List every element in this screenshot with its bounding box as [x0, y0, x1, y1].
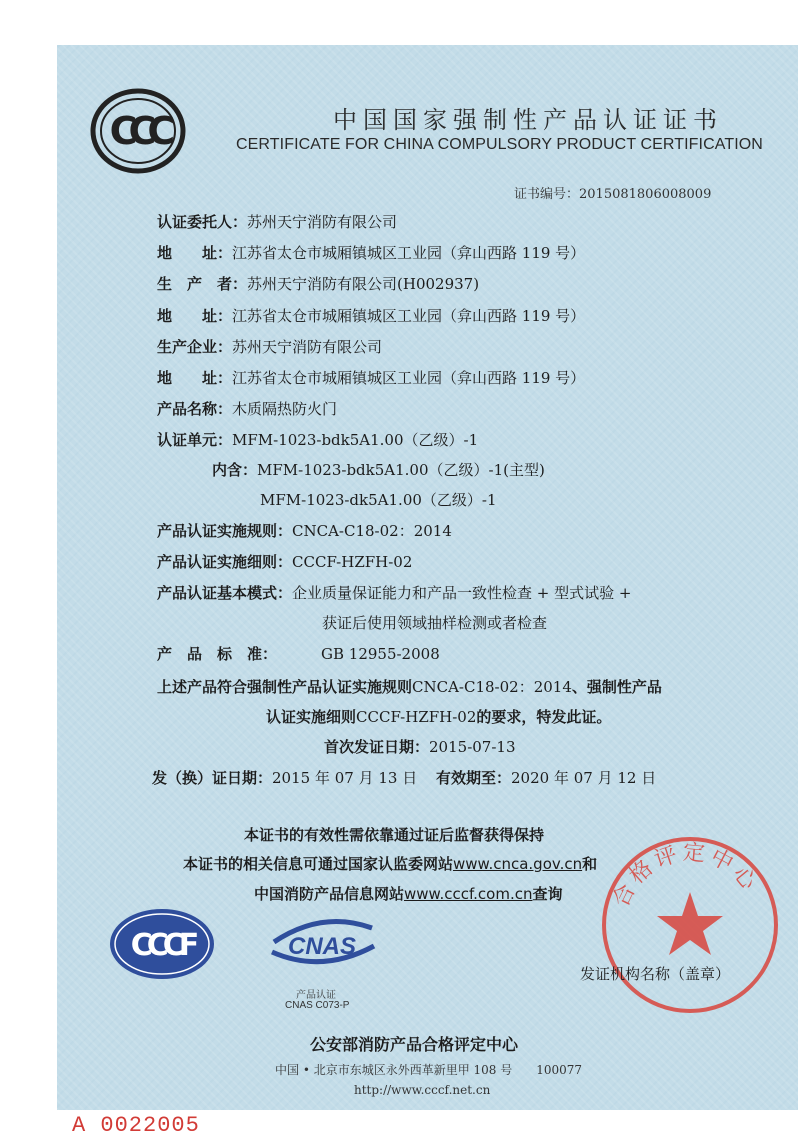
standard-label: 产 品 标 准： — [157, 645, 278, 663]
product-name-value: 木质隔热防火门 — [232, 400, 338, 418]
address-value: 江苏省太仓市城厢镇城区工业园（弇山西路 119 号） — [232, 369, 586, 387]
cert-unit-label: 认证单元： — [157, 431, 233, 449]
rule-value: CNCA-C18-02：2014 — [292, 522, 452, 540]
mode-value-2: 获证后使用领域抽样检测或者检查 — [322, 614, 548, 632]
client-label: 认证委托人： — [157, 213, 248, 231]
notice-3a: 中国消防产品信息网站 — [254, 885, 405, 903]
first-issue-row — [324, 736, 516, 757]
cccf-link[interactable]: www.cccf.com.cn — [404, 885, 533, 903]
seal-ring-text: 合格评定中心 — [608, 840, 764, 911]
issue-date-row — [152, 767, 656, 788]
standard-value: GB 12955-2008 — [321, 645, 440, 663]
notice-line-2 — [183, 853, 597, 874]
issuer-address: 中国 • 北京市东城区永外西革新里甲 108 号 100077 — [275, 1063, 583, 1077]
issuer-website[interactable]: http://www.cccf.net.cn — [354, 1083, 491, 1097]
address-value: 江苏省太仓市城厢镇城区工业园（弇山西路 119 号） — [232, 307, 586, 325]
address-label: 地 址： — [157, 307, 233, 325]
address-label: 地 址： — [157, 369, 233, 387]
conformity-line-2 — [266, 706, 611, 727]
producer-label: 生 产 者： — [157, 275, 248, 293]
detail-value: CCCF-HZFH-02 — [292, 553, 413, 571]
conformity-1c: 、强制性产品 — [571, 678, 662, 696]
red-seal-stamp — [595, 830, 785, 1020]
client-value: 苏州天宁消防有限公司 — [247, 213, 398, 231]
notice-2b: 和 — [582, 855, 598, 873]
valid-until-value: 2020 年 07 月 12 日 — [511, 769, 657, 787]
ccc-logo-text: CCC — [109, 109, 167, 153]
detail-label: 产品认证实施细则： — [157, 553, 293, 571]
address-row-1 — [157, 242, 585, 263]
address-label: 地 址： — [157, 244, 233, 262]
rule-label: 产品认证实施规则： — [157, 522, 293, 540]
cert-unit-value: MFM-1023-bdk5A1.00（乙级）-1 — [232, 431, 479, 449]
serial-number: A 0022005 — [72, 1113, 200, 1138]
issuer-note: 发证机构名称（盖章） — [580, 965, 731, 983]
ccc-logo — [90, 83, 186, 179]
mode-label: 产品认证基本模式： — [157, 584, 293, 602]
contains-label: 内含： — [212, 461, 258, 479]
cccf-logo — [108, 907, 216, 981]
detail-row — [157, 551, 412, 572]
notice-line-1: 本证书的有效性需依靠通过证后监督获得保持 — [244, 826, 545, 844]
contains-row-1 — [212, 459, 545, 480]
conformity-2b: CCCF-HZFH-02 — [356, 708, 477, 726]
producer-row — [157, 273, 479, 294]
conformity-2c: 的要求，特发此证。 — [476, 708, 612, 726]
issue-date-value: 2015 年 07 月 13 日 — [272, 769, 418, 787]
cnas-caption-2: CNAS C073-P — [285, 1000, 350, 1011]
cnas-caption-1: 产品认证 — [296, 990, 336, 1001]
mode-row-1 — [157, 582, 631, 603]
valid-until-label: 有效期至： — [436, 769, 512, 787]
cert-unit-row — [157, 429, 478, 450]
address-row-3 — [157, 367, 585, 388]
cccf-logo-text: CCCF — [130, 928, 194, 963]
contains-value-1: MFM-1023-bdk5A1.00（乙级）-1(主型) — [257, 461, 545, 479]
first-issue-value: 2015-07-13 — [429, 738, 516, 756]
product-name-label: 产品名称： — [157, 400, 233, 418]
address-row-2 — [157, 305, 585, 326]
conformity-1b: CNCA-C18-02：2014 — [412, 678, 572, 696]
seal-star-icon — [657, 892, 723, 955]
cnas-logo-text: CNAS — [287, 933, 357, 960]
cnca-link[interactable]: www.cnca.gov.cn — [453, 855, 583, 873]
client-row — [157, 211, 397, 232]
title-cn: 中国国家强制性产品认证证书 — [333, 106, 723, 134]
mode-value-1: 企业质量保证能力和产品一致性检查 + 型式试验 + — [292, 584, 632, 602]
enterprise-label: 生产企业： — [157, 338, 233, 356]
rule-row — [157, 520, 452, 541]
notice-3b: 查询 — [532, 885, 563, 903]
conformity-line-1 — [157, 676, 662, 697]
conformity-1a: 上述产品符合强制性产品认证实施规则 — [157, 678, 413, 696]
certificate-number: 证书编号：2015081806008009 — [514, 187, 712, 202]
title-en: CERTIFICATE FOR CHINA COMPULSORY PRODUCT CERTIFICATION — [236, 136, 763, 153]
address-value: 江苏省太仓市城厢镇城区工业园（弇山西路 119 号） — [232, 244, 586, 262]
contains-value-2: MFM-1023-dk5A1.00（乙级）-1 — [260, 491, 497, 509]
producer-value: 苏州天宁消防有限公司(H002937) — [247, 275, 480, 293]
enterprise-row — [157, 336, 382, 357]
enterprise-value: 苏州天宁消防有限公司 — [232, 338, 383, 356]
product-name-row — [157, 398, 337, 419]
cnas-logo — [262, 908, 382, 983]
issue-date-label: 发（换）证日期： — [152, 769, 273, 787]
notice-line-3 — [254, 883, 562, 904]
notice-2a: 本证书的相关信息可通过国家认监委网站 — [183, 855, 454, 873]
first-issue-label: 首次发证日期： — [324, 738, 430, 756]
standard-row — [157, 643, 440, 664]
issuer-name: 公安部消防产品合格评定中心 — [310, 1035, 519, 1054]
conformity-2a: 认证实施细则 — [266, 708, 357, 726]
